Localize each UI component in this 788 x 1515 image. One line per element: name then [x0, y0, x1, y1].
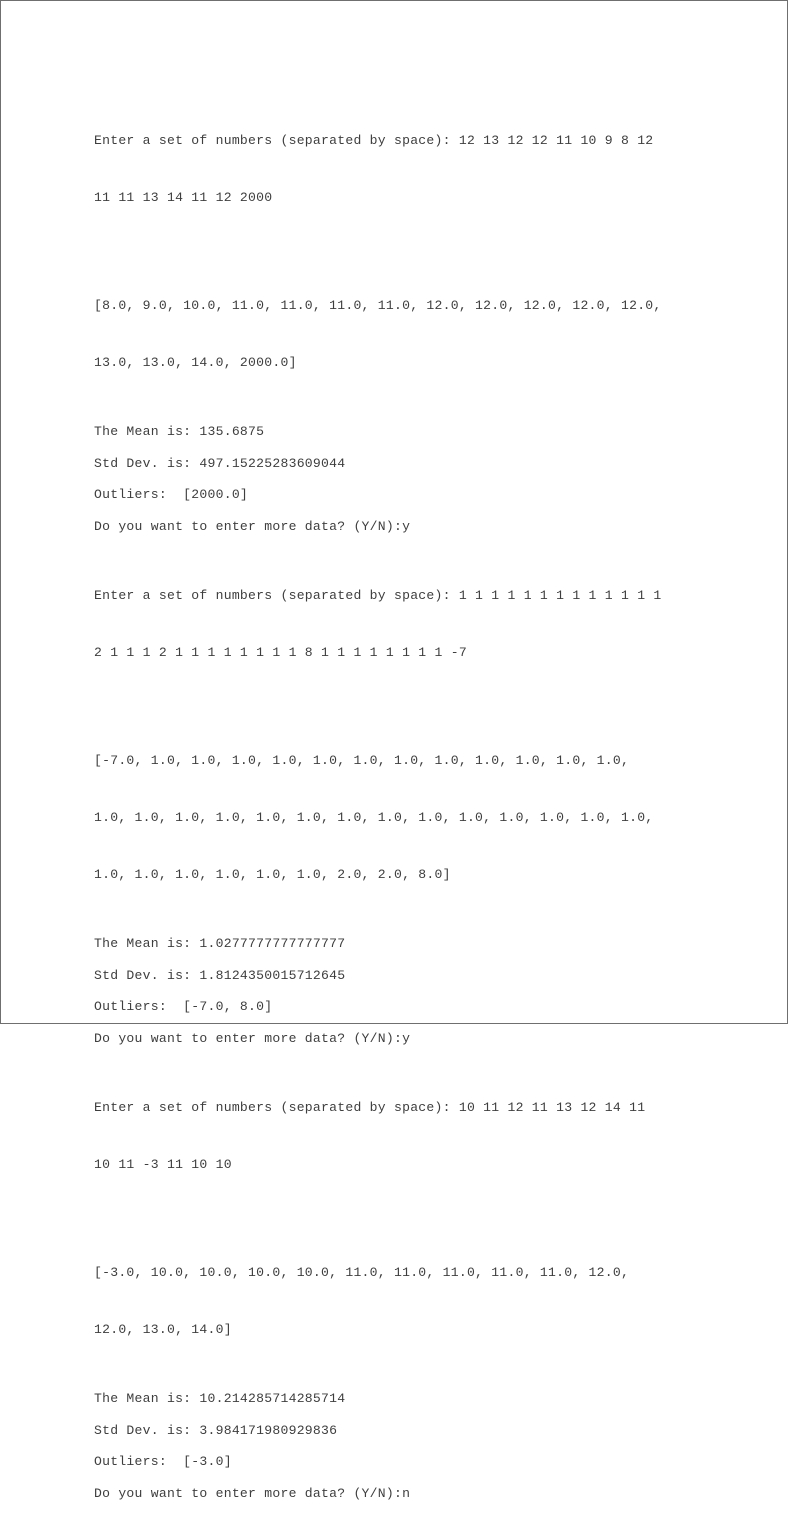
text-line: [8.0, 9.0, 10.0, 11.0, 11.0, 11.0, 11.0, 12.0, 12.0, 12.0, 12.0, 12.0,: [94, 297, 662, 313]
text-line: 12.0, 13.0, 14.0]: [94, 1321, 232, 1337]
input-prompt: [94, 548, 734, 700]
text-line: Enter a set of numbers (separated by space): 1 1 1 1 1 1 1 1 1 1 1 1 1: [94, 588, 662, 603]
std-dev-line: Std Dev. is: 1.8124350015712645: [94, 967, 346, 983]
text-line: [-7.0, 1.0, 1.0, 1.0, 1.0, 1.0, 1.0, 1.0, 1.0, 1.0, 1.0, 1.0, 1.0,: [94, 752, 630, 768]
mean-line: The Mean is: 1.0277777777777777: [94, 936, 346, 951]
input-prompt: [94, 1060, 734, 1212]
text-line: 10 11 -3 11 10 10: [94, 1157, 232, 1172]
text-line: Enter a set of numbers (separated by space): 10 11 12 11 13 12 14 11: [94, 1100, 646, 1115]
continue-prompt: Do you want to enter more data? (Y/N):y: [94, 518, 411, 534]
outliers-line: Outliers: [2000.0]: [94, 487, 249, 502]
text-line: 1.0, 1.0, 1.0, 1.0, 1.0, 1.0, 1.0, 1.0, 1.0, 1.0, 1.0, 1.0, 1.0, 1.0,: [94, 809, 654, 825]
sorted-values: [94, 1225, 734, 1377]
continue-prompt: Do you want to enter more data? (Y/N):y: [94, 1030, 411, 1046]
text-line: Enter a set of numbers (separated by space): 12 13 12 12 11 10 9 8 12: [94, 133, 654, 148]
text-line: 11 11 13 14 11 12 2000: [94, 190, 273, 205]
sorted-values: [94, 713, 734, 922]
outliers-line: Outliers: [-7.0, 8.0]: [94, 999, 273, 1014]
text-line: 1.0, 1.0, 1.0, 1.0, 1.0, 1.0, 2.0, 2.0, 8.0]: [94, 866, 451, 882]
continue-prompt: Do you want to enter more data? (Y/N):n: [94, 1485, 411, 1501]
text-line: [-3.0, 10.0, 10.0, 10.0, 10.0, 11.0, 11.0, 11.0, 11.0, 11.0, 12.0,: [94, 1264, 630, 1280]
sorted-values: [94, 258, 734, 410]
text-line: 2 1 1 1 2 1 1 1 1 1 1 1 1 8 1 1 1 1 1 1 1 1 -7: [94, 645, 467, 660]
std-dev-line: Std Dev. is: 3.984171980929836: [94, 1422, 338, 1438]
outliers-line: Outliers: [-3.0]: [94, 1454, 232, 1469]
mean-line: The Mean is: 135.6875: [94, 424, 265, 439]
std-dev-line: Std Dev. is: 497.15225283609044: [94, 455, 346, 471]
mean-line: The Mean is: 10.214285714285714: [94, 1391, 346, 1406]
text-line: 13.0, 13.0, 14.0, 2000.0]: [94, 354, 297, 370]
console-output: [94, 93, 734, 1515]
input-prompt: [94, 93, 734, 245]
